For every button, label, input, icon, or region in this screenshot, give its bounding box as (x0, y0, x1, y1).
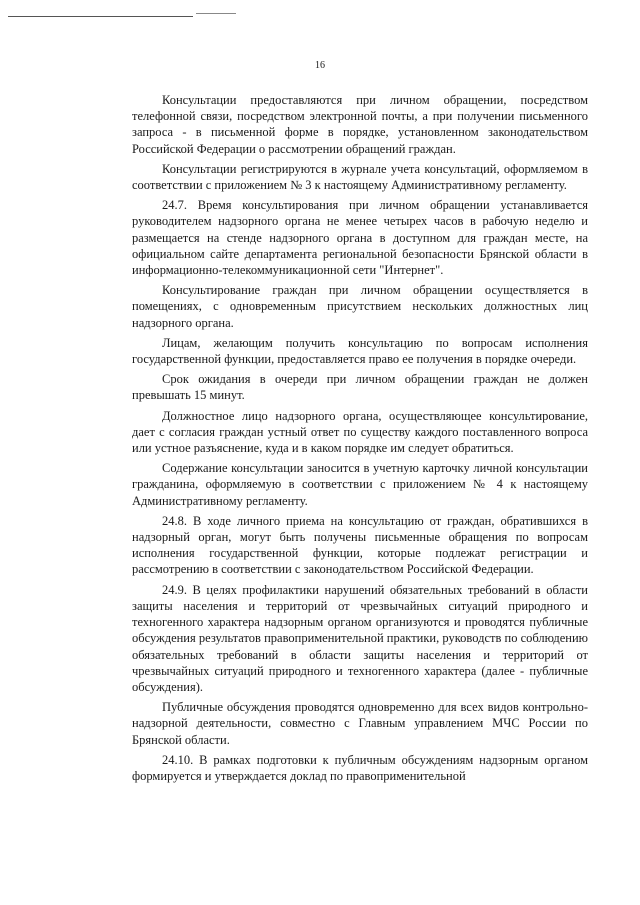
page-number: 16 (315, 60, 325, 71)
scan-edge-line (8, 16, 193, 17)
paragraph: Содержание консультации заносится в учетную карточку личной консультации гражданина, оформляемую в соответствии с приложением № 4 к настоящему Административному регламенту. (132, 461, 588, 508)
paragraph: 24.9. В целях профилактики нарушений обязательных требований в области защиты населения и территорий от чрезвычайных ситуаций природного и техногенного характера надзорным органом организуются и проводятся публичные обсуждения результатов правоприменительной практики, руководств по соблюдению обязательных требований в области защиты населения и территорий от чрезвычайных ситуаций природного и техногенного характера (далее - публичные обсуждения). (132, 582, 588, 694)
paragraph: Лицам, желающим получить консультацию по вопросам исполнения государственной функции, предоставляется право ее получения в порядке очереди. (132, 335, 588, 367)
scan-edge-line (196, 13, 236, 14)
paragraph: Срок ожидания в очереди при личном обращении граждан не должен превышать 15 минут. (132, 372, 588, 403)
paragraph: 24.10. В рамках подготовки к публичным обсуждениям надзорным органом формируется и утверждается доклад по правоприменительной (132, 752, 588, 783)
paragraph: Должностное лицо надзорного органа, осуществляющее консультирование, дает с согласия граждан устный ответ по существу каждого поставленного вопроса или устное разъяснение, куда и в каком порядке им следует обратиться. (132, 408, 588, 456)
paragraph: Консультации предоставляются при личном обращении, посредством телефонной связи, посредством электронной почты, а при получении письменного запроса - в письменной форме в порядке, установленном законодательством Российской Федерации о рассмотрении обращений граждан. (132, 93, 588, 156)
document-body (132, 92, 588, 788)
paragraph: 24.7. Время консультирования при личном обращении устанавливается руководителем надзорного органа не менее четырех часов в рабочую неделю и размещается на стенде надзорного органа в доступном для граждан месте, на официальном сайте департамента региональной безопасности Брянской области в информационно-телекоммуникационной сети "Интернет". (132, 198, 588, 278)
paragraph: Консультации регистрируются в журнале учета консультаций, оформляемом в соответствии с приложением № 3 к настоящему Административному регламенту. (132, 161, 588, 193)
paragraph: 24.8. В ходе личного приема на консультацию от граждан, обратившихся в надзорный орган, могут быть получены письменные обращения по вопросам исполнения государственной функции, которые подлежат регистрации и рассмотрению в соответствии с законодательством Российской Федерации. (132, 513, 588, 577)
paragraph: Публичные обсуждения проводятся одновременно для всех видов контрольно-надзорной деятельности, совместно с Главным управлением МЧС России по Брянской области. (132, 700, 588, 747)
paragraph: Консультирование граждан при личном обращении осуществляется в помещениях, с одновременным присутствием нескольких должностных лиц надзорного органа. (132, 283, 588, 330)
